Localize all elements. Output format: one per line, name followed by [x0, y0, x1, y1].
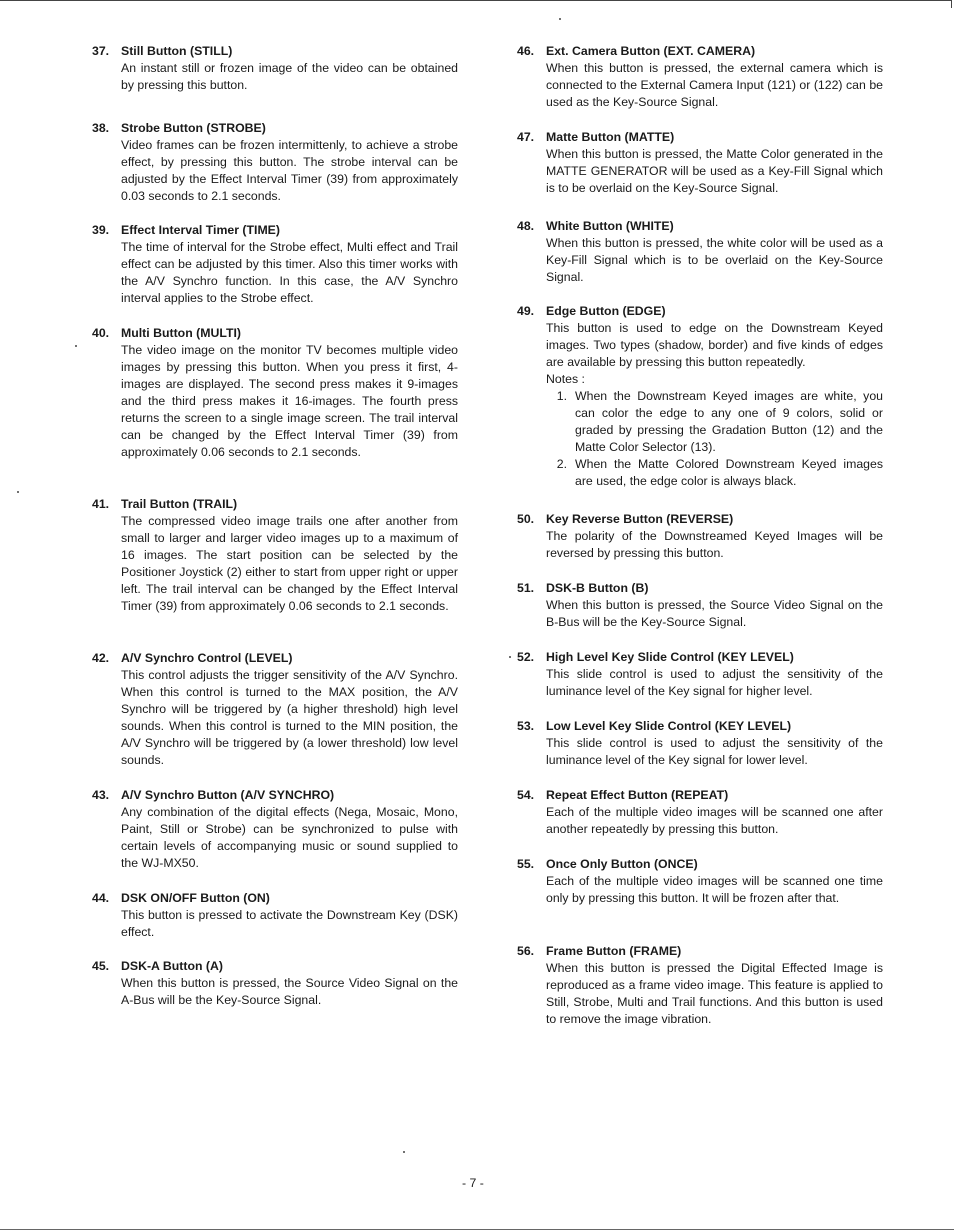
item-44 [92, 890, 458, 958]
item-title: White Button (WHITE) [546, 219, 674, 233]
item-48 [517, 218, 883, 303]
note-item [546, 388, 883, 456]
item-title: DSK-A Button (A) [121, 959, 223, 973]
item-text: This slide control is used to adjust the sensitivity of the luminance level of the Key signal for lower level. [546, 736, 883, 767]
item-title: Effect Interval Timer (TIME) [121, 223, 280, 237]
right-column [517, 43, 883, 1028]
scan-speck [17, 491, 19, 493]
item-text: When this button is pressed, the Source Video Signal on the A-Bus will be the Key-Source Signal. [121, 976, 458, 1007]
bottom-border-line [0, 1229, 954, 1230]
item-title: Multi Button (MULTI) [121, 326, 241, 340]
notes-label: Notes : [546, 372, 585, 386]
item-text: Any combination of the digital effects (Nega, Mosaic, Mono, Paint, Still or Strobe) can be synchronized to pulse with certain levels of accompanying music or sound supplied to the WJ-MX50. [121, 805, 458, 870]
item-title: Trail Button (TRAIL) [121, 497, 238, 511]
note-text: When the Downstream Keyed images are white, you can color the edge to any one of 9 colors, solid or graded by pressing the Gradation Button (12) and the Matte Color Selector (13). [575, 389, 883, 454]
scan-speck [559, 18, 561, 20]
item-title: DSK ON/OFF Button (ON) [121, 891, 270, 905]
item-text: Video frames can be frozen intermittenly, to achieve a strobe effect, by pressing this button. The strobe interval can be adjusted by the Effect Interval Timer (39) from approximately 0.03 seconds to 2.1 seconds. [121, 138, 458, 203]
item-title: DSK-B Button (B) [546, 581, 649, 595]
item-number: 55. [517, 857, 535, 871]
item-number: 39. [92, 223, 110, 237]
item-41 [92, 496, 458, 650]
item-number: 44. [92, 891, 110, 905]
item-number: 45. [92, 959, 110, 973]
item-number: 48. [517, 219, 535, 233]
item-number: 56. [517, 944, 535, 958]
item-title: Matte Button (MATTE) [546, 130, 675, 144]
item-47 [517, 129, 883, 218]
item-text: Each of the multiple video images will be scanned one time only by pressing this button. It will be frozen after that. [546, 874, 883, 905]
item-text: The polarity of the Downstreamed Keyed Images will be reversed by pressing this button. [546, 529, 883, 560]
page-number: - 7 - [462, 1176, 484, 1190]
item-51 [517, 580, 883, 649]
note-number: 2. [556, 457, 567, 471]
item-38 [92, 120, 458, 222]
note-number: 1. [556, 389, 567, 403]
top-border-line [0, 0, 952, 1]
scan-speck [75, 345, 77, 347]
item-title: Repeat Effect Button (REPEAT) [546, 788, 729, 802]
note-text: When the Matte Colored Downstream Keyed images are used, the edge color is always black. [575, 457, 883, 488]
item-number: 37. [92, 44, 110, 58]
item-49 [517, 303, 883, 511]
item-text: The video image on the monitor TV becomes multiple video images by pressing this button. When you press it first, 4-images are displayed. The second press makes it 9-images and the third press makes it 16-images. The fourth press returns the screen to a single image screen. The trail interval can be changed by the Effect Interval Timer (39) from approximately 0.06 seconds to 2.1 seconds. [121, 343, 458, 459]
item-50 [517, 511, 883, 580]
item-number: 42. [92, 651, 110, 665]
item-42 [92, 650, 458, 787]
item-number: 50. [517, 512, 535, 526]
item-text: The time of interval for the Strobe effect, Multi effect and Trail effect can be adjusted by this timer. Also this timer works with the A/V Synchro function. In this case, the A/V Synchro interval applies to the Strobe effect. [121, 240, 458, 305]
item-title: Strobe Button (STROBE) [121, 121, 266, 135]
item-text: When this button is pressed the Digital Effected Image is reproduced as a frame video image. This feature is applied to Still, Strobe, Multi and Trail functions. And this button is used to remove the image vibration. [546, 961, 883, 1026]
item-text: When this button is pressed, the Matte Color generated in the MATTE GENERATOR will be used as a Key-Fill Signal which is to be overlaid on the Key-Source Signal. [546, 147, 883, 195]
item-number: 38. [92, 121, 110, 135]
item-text: This control adjusts the trigger sensitivity of the A/V Synchro. When this control is turned to the MAX position, the A/V Synchro will be triggered by (a higher threshold) high level sounds. When this control is turned to the MIN position, the A/V Synchro will be triggered by (a lower threshold) low level sounds. [121, 668, 458, 767]
item-number: 47. [517, 130, 535, 144]
item-56 [517, 943, 883, 1028]
item-text: When this button is pressed, the white color will be used as a Key-Fill Signal which is to be overlaid on the Key-Source Signal. [546, 236, 883, 284]
item-title: Once Only Button (ONCE) [546, 857, 698, 871]
item-title: A/V Synchro Control (LEVEL) [121, 651, 293, 665]
item-text: This button is used to edge on the Downstream Keyed images. Two types (shadow, border) and five kinds of edges are available by pressing this button repeatedly. [546, 321, 883, 369]
item-45 [92, 958, 458, 1009]
item-title: Key Reverse Button (REVERSE) [546, 512, 734, 526]
item-title: Low Level Key Slide Control (KEY LEVEL) [546, 719, 792, 733]
item-53 [517, 718, 883, 787]
top-border-tick [951, 0, 952, 8]
scan-speck [509, 656, 511, 658]
item-46 [517, 43, 883, 129]
item-52 [517, 649, 883, 718]
item-number: 41. [92, 497, 110, 511]
item-text: When this button is pressed, the external camera which is connected to the External Camera Input (121) or (122) can be used as the Key-Source Signal. [546, 61, 883, 109]
item-number: 51. [517, 581, 535, 595]
item-number: 46. [517, 44, 535, 58]
left-column [92, 43, 458, 1009]
item-number: 54. [517, 788, 535, 802]
item-39 [92, 222, 458, 325]
item-40 [92, 325, 458, 496]
item-title: A/V Synchro Button (A/V SYNCHRO) [121, 788, 335, 802]
item-text: When this button is pressed, the Source Video Signal on the B-Bus will be the Key-Source Signal. [546, 598, 883, 629]
item-title: High Level Key Slide Control (KEY LEVEL) [546, 650, 794, 664]
item-text: This slide control is used to adjust the sensitivity of the luminance level of the Key signal for higher level. [546, 667, 883, 698]
item-title: Still Button (STILL) [121, 44, 233, 58]
item-number: 49. [517, 304, 535, 318]
item-54 [517, 787, 883, 856]
item-55 [517, 856, 883, 943]
item-37 [92, 43, 458, 120]
item-text: This button is pressed to activate the Downstream Key (DSK) effect. [121, 908, 458, 939]
item-title: Frame Button (FRAME) [546, 944, 682, 958]
scan-speck [403, 1151, 405, 1153]
item-number: 53. [517, 719, 535, 733]
item-text: The compressed video image trails one after another from small to larger and larger video images up to a maximum of 16 images. The start position can be selected by the Positioner Joystick (2) either to start from upper right or upper left. The trail interval can be changed by the Effect Interval Timer (39) from approximately 0.06 seconds to 2.1 seconds. [121, 514, 458, 613]
item-number: 52. [517, 650, 535, 664]
item-title: Edge Button (EDGE) [546, 304, 666, 318]
item-number: 40. [92, 326, 110, 340]
item-title: Ext. Camera Button (EXT. CAMERA) [546, 44, 756, 58]
item-text: Each of the multiple video images will be scanned one after another repeatedly by pressing this button. [546, 805, 883, 836]
item-text: An instant still or frozen image of the video can be obtained by pressing this button. [121, 61, 458, 92]
item-number: 43. [92, 788, 110, 802]
item-43 [92, 787, 458, 890]
note-item [546, 456, 883, 490]
